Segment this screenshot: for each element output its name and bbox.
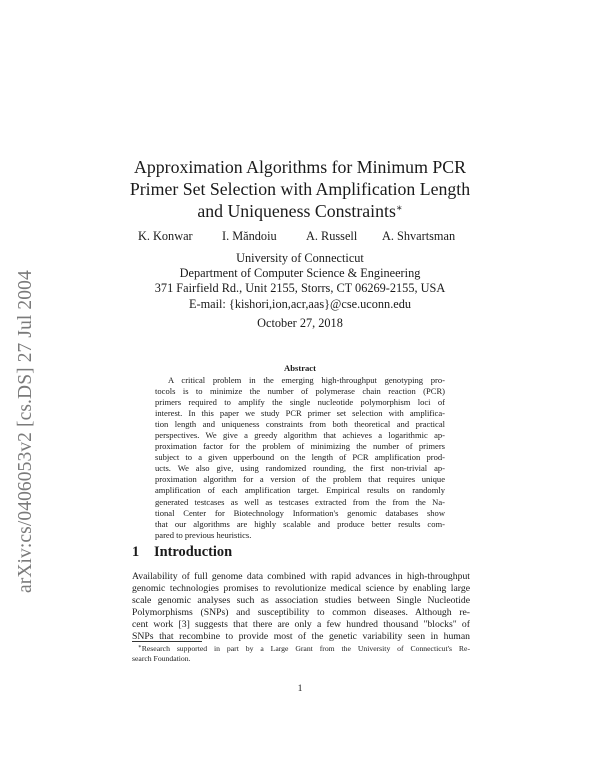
body-line: Availability of full genome data combined with rapid advances in high-throughput — [132, 571, 470, 582]
abstract-line: ucts. We also give, using randomized rounding, the first non-trivial ap- — [155, 463, 445, 474]
affiliation-address: 371 Fairfield Rd., Unit 2155, Storrs, CT 06269-2155, USA — [154, 281, 446, 296]
affiliation-university: University of Connecticut — [236, 251, 364, 265]
paper-date: October 27, 2018 — [257, 316, 343, 330]
author-name: I. Măndoiu — [222, 229, 277, 243]
abstract-line: that our algorithms are highly scalable and produce better results com- — [155, 518, 445, 529]
abstract-line: interest. In this paper we study PCR primer set selection with amplifica- — [155, 408, 445, 419]
footnote-text: Research supported in part by a Large Grant from the University of Connecticut's Re- — [141, 644, 470, 653]
arxiv-identifier-stamp: arXiv:cs/0406053v2 [cs.DS] 27 Jul 2004 — [15, 270, 36, 593]
section-title: Introduction — [154, 544, 233, 560]
abstract-line: proximation factor for the problem of minimizing the number of primers — [155, 441, 445, 452]
body-line: cent work [3] suggests that there are only a few hundred thousand "blocks" of — [132, 619, 470, 631]
footnote-separator — [132, 641, 202, 642]
footnote-mark: ∗ — [138, 644, 142, 650]
footnote — [132, 644, 470, 663]
abstract-line: amplification of each amplification target. Empirical results on randomly — [155, 485, 445, 496]
footnote-line-1 — [132, 644, 470, 654]
paper-title — [100, 156, 500, 222]
abstract-line: perspectives. We give a greedy algorithm that achieves a logarithmic ap- — [155, 430, 445, 441]
abstract-line: tion length and uniqueness constraints from both theoretical and practical — [155, 419, 445, 430]
page-number: 1 — [297, 683, 303, 694]
author-name: K. Konwar — [138, 229, 193, 243]
title-line-3 — [100, 200, 500, 222]
abstract-line: subject to a given upperbound on the length of PCR amplification prod- — [155, 452, 445, 463]
title-line-2: Primer Set Selection with Amplification Length — [129, 179, 471, 199]
section-heading-introduction — [132, 544, 232, 561]
abstract-line: A critical problem in the emerging high-throughput genotyping pro- — [168, 375, 445, 385]
affiliation-block — [100, 251, 500, 312]
body-line: Polymorphisms (SNPs) and susceptibility to common diseases. Although re- — [132, 607, 470, 619]
abstract-line: generated testcases as well as testcases extracted from the from the Na- — [155, 496, 445, 507]
affiliation-department: Department of Computer Science & Engineering — [179, 266, 421, 281]
abstract-line: pared to previous heuristics. — [155, 529, 252, 540]
title-footnote-mark: ∗ — [395, 203, 403, 214]
author-name: A. Russell — [306, 229, 358, 243]
author-name: A. Shvartsman — [382, 229, 456, 243]
abstract-line: tocols is to minimize the number of polymerase chain reaction (PCR) — [155, 386, 445, 397]
abstract-heading: Abstract — [284, 363, 316, 373]
body-line: scale genomic analyses such as association studies between Single Nucleotide — [132, 595, 470, 607]
introduction-body — [132, 571, 470, 644]
abstract-line: tional Center for Biotechnology Information's genomic databases show — [155, 507, 445, 518]
abstract-body — [155, 375, 445, 541]
body-line: genomic technologies promises to revolutionize medical science by enabling large — [132, 583, 470, 595]
title-line-3-text: and Uniqueness Constraints — [197, 201, 396, 221]
abstract-line: primers required to amplify the single nucleotide polymorphism loci of — [155, 397, 445, 408]
author-list — [138, 229, 468, 247]
body-line: SNPs that recombine to provide most of the genetic variability seen in human — [132, 631, 470, 643]
title-line-1: Approximation Algorithms for Minimum PCR — [134, 157, 466, 177]
footnote-line-2: search Foundation. — [132, 653, 191, 663]
affiliation-email: E-mail: {kishori,ion,acr,aas}@cse.uconn.edu — [188, 296, 412, 311]
section-number: 1 — [132, 544, 140, 560]
abstract-line: proximation algorithm for a version of the problem that requires unique — [155, 474, 445, 485]
